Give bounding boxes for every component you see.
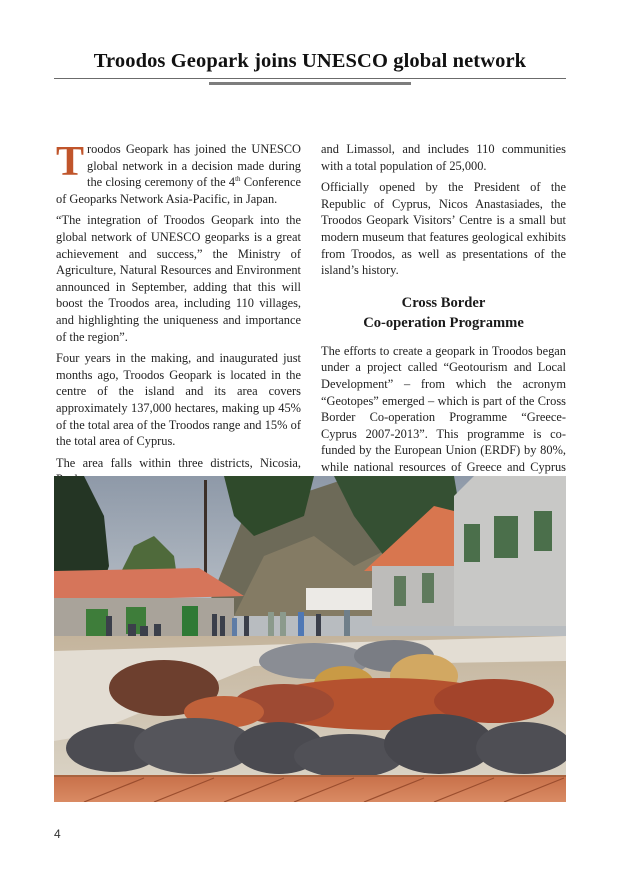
left-building-window	[86, 609, 108, 636]
paragraph-communities: and Limassol, and includes 110 communities with a total population of 25,000.	[321, 142, 566, 173]
deck-edge	[54, 775, 566, 777]
article-photo	[54, 476, 566, 802]
right-building-window	[494, 516, 518, 558]
section-subheading	[321, 293, 566, 333]
photo-illustration	[54, 476, 566, 802]
article-title: Troodos Geopark joins UNESCO global network	[93, 50, 527, 72]
paragraph-programme: The efforts to create a geopark in Troodos began under a project called “Geotourism and Local Development” – from which the acronym “Geotopes” emerged – which is part of the Cross Border Co-operation Programme “Greece-Cyprus 2007-2013”. This programme is co-funded by the European Union (ERDF) by 80%, while national resources of Greece and Cyprus	[321, 343, 566, 474]
ordinal-superscript: th	[235, 175, 241, 184]
drop-cap: T	[56, 139, 85, 185]
subheading-line-1: Cross Border	[401, 294, 486, 311]
page-number: 4	[54, 827, 61, 841]
title-divider-rule	[54, 78, 566, 79]
right-building-window	[422, 573, 434, 603]
right-building-window	[394, 576, 406, 606]
utility-pole	[204, 480, 207, 580]
right-building-wing	[372, 566, 462, 626]
paragraph-intro	[56, 141, 301, 207]
right-building-window	[534, 511, 552, 551]
title-accent-rule	[209, 82, 411, 85]
event-tent	[306, 588, 376, 610]
intro-text: roodos Geopark has joined the UNESCO global network in a decision made during the closing ceremony of the 4	[87, 142, 301, 190]
right-column	[321, 141, 566, 481]
paragraph-location: Four years in the making, and inaugurated just months ago, Troodos Geopark is located in the centre of the island and its area covers approximately 137,000 hectares, making up 45% of the total area of the Troodos range and 15% of the total area of Cyprus.	[56, 351, 301, 449]
paragraph-ministry-quote: “The integration of Troodos Geopark into the global network of UNESCO geoparks is a great achievement and success,” the Ministry of Agriculture, Natural Resources and Environment announced in September, adding that this will boost the Troodos area, including 110 villages, and highlighting the uniqueness and importance of the region”.	[56, 213, 301, 344]
right-building-window	[464, 524, 480, 562]
intro-text-end: Conference of Geoparks Network Asia-Pacific, in Japan.	[56, 175, 301, 206]
left-column	[56, 141, 301, 493]
paragraph-visitors-centre: Officially opened by the President of the Republic of Cyprus, Nicos Anastasiades, the Troodos Geopark Visitors’ Centre is a small but modern museum that features geological exhibits from Troodos, as well as presentations of the island’s history.	[321, 180, 566, 278]
subheading-line-2: Co-operation Programme	[363, 314, 524, 331]
paragraph-districts: The area falls within three districts, Nicosia,	[56, 455, 301, 470]
